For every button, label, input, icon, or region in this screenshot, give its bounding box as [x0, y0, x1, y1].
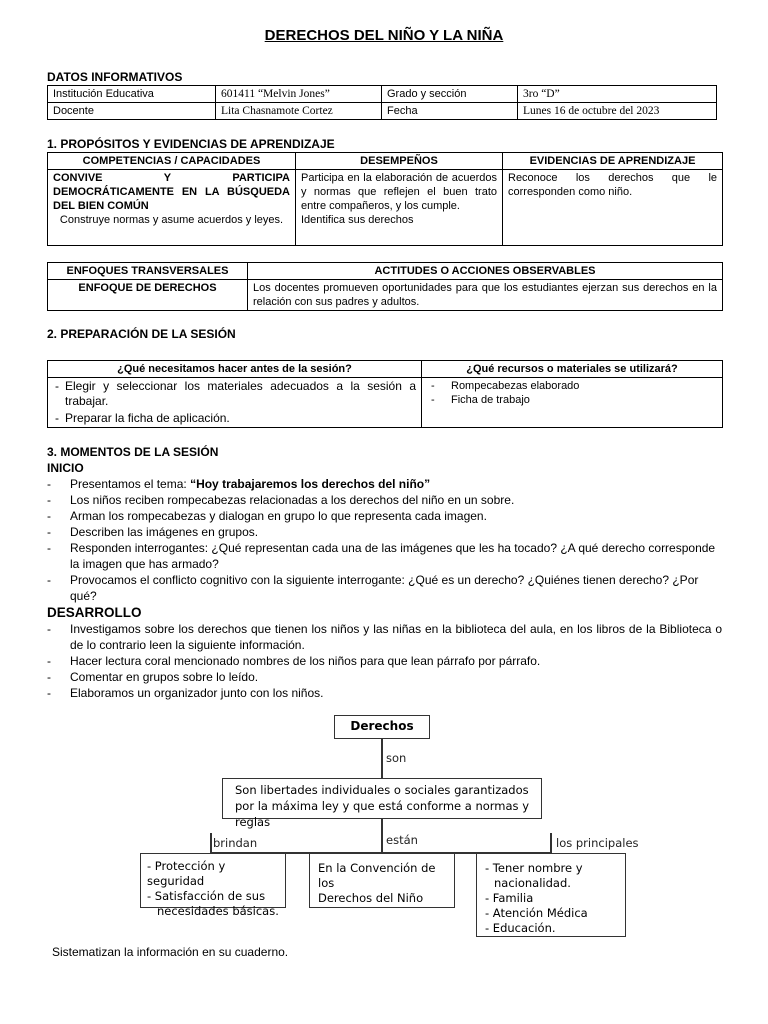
list-item-text: Presentamos el tema: — [70, 477, 191, 491]
column-header: DESEMPEÑOS — [296, 153, 503, 170]
enfoque-cell: ENFOQUE DE DERECHOS — [48, 280, 248, 311]
list-item: - Hacer lectura coral mencionado nombres de los niños para que lean párrafo por párrafo. — [47, 653, 722, 669]
list-item: - Comentar en grupos sobre lo leído. — [47, 669, 722, 685]
column-header: ¿Qué recursos o materiales se utilizará? — [422, 361, 723, 378]
list-item: - Elegir y seleccionar los materiales adecuados a la sesión a trabajar. — [53, 379, 416, 409]
connector-line — [381, 819, 383, 852]
box-item: - Educación. — [485, 921, 556, 935]
column-header: ¿Qué necesitamos hacer antes de la sesión? — [48, 361, 422, 378]
column-header: COMPETENCIAS / CAPACIDADES — [48, 153, 296, 170]
box-item: nacionalidad. — [494, 876, 571, 890]
right-box — [476, 853, 626, 937]
datos-label: Fecha — [382, 103, 518, 120]
connector-line — [381, 739, 383, 778]
section2-heading: 2. PREPARACIÓN DE LA SESIÓN — [47, 327, 236, 341]
son-label: son — [386, 751, 407, 765]
box-item: necesidades básicas. — [157, 904, 279, 918]
desarrollo-label: DESARROLLO — [47, 605, 142, 620]
connector-line — [550, 833, 552, 853]
principales-label: los principales — [556, 836, 639, 850]
estan-label: están — [386, 833, 418, 847]
footer-text: Sistematizan la información en su cuaderno. — [52, 945, 289, 959]
datos-label: Grado y sección — [382, 86, 518, 103]
list-item: - Responden interrogantes: ¿Qué representan cada una de las imágenes que les ha tocado? ¿A qué derecho corresponde la imagen que has armado? — [47, 540, 722, 572]
datos-value: 601411 “Melvin Jones” — [216, 86, 382, 103]
left-box — [140, 853, 286, 918]
topic-text: “Hoy trabajaremos los derechos del niño” — [190, 477, 431, 491]
middle-box — [309, 853, 455, 908]
box-item: - Tener nombre y — [485, 861, 583, 875]
brindan-label: brindan — [213, 836, 258, 850]
competencia-text: CONVIVE Y PARTICIPA DEMOCRÁTICAMENTE EN LA BÚSQUEDA DEL BIEN COMÚN — [53, 172, 290, 212]
datos-label: Institución Educativa — [48, 86, 216, 103]
datos-label: Docente — [48, 103, 216, 120]
list-item: - Preparar la ficha de aplicación. — [53, 411, 416, 426]
list-item: - Los niños reciben rompecabezas relacionadas a los derechos del niño en un sobre. — [47, 492, 722, 508]
desempeno-text: Participa en la elaboración de acuerdos y normas que reflejen el buen trato entre compañeros, y los cumple. — [301, 172, 497, 212]
evidencia-text: Reconoce los derechos que le corresponden como niño. — [508, 172, 717, 198]
datos-value: Lita Chasnamote Cortez — [216, 103, 382, 120]
list-item: - Ficha de trabajo — [429, 393, 717, 407]
section1-heading: 1. PROPÓSITOS Y EVIDENCIAS DE APRENDIZAJE — [47, 137, 335, 151]
column-header: ACTITUDES O ACCIONES OBSERVABLES — [248, 263, 723, 280]
box-item: - Familia — [485, 891, 534, 905]
box-item: En la Convención de los — [318, 861, 436, 890]
list-item: - Investigamos sobre los derechos que tienen los niños y las niñas en la biblioteca del aula, en los libros de la Biblioteca o de lo contrario leen la siguiente información. — [47, 621, 722, 653]
definition-line: por la máxima ley y que está conforme a normas y reglas — [235, 799, 530, 829]
list-item: - Elaboramos un organizador junto con los niños. — [47, 685, 722, 701]
inicio-label: INICIO — [47, 461, 84, 475]
actitud-cell: Los docentes promueven oportunidades para que los estudiantes ejerzan sus derechos en la relación con sus padres y adultos. — [248, 280, 723, 311]
column-header: ENFOQUES TRANSVERSALES — [48, 263, 248, 280]
box-item: Derechos del Niño — [318, 891, 424, 905]
connector-line — [210, 833, 212, 853]
capacidad-text: Construye normas y asume acuerdos y leyes. — [59, 214, 284, 226]
datos-value: 3ro “D” — [518, 86, 717, 103]
column-header: EVIDENCIAS DE APRENDIZAJE — [503, 153, 723, 170]
box-item: - Protección y seguridad — [147, 859, 226, 888]
box-item: - Satisfacción de sus — [147, 889, 266, 903]
box-item: - Atención Médica — [485, 906, 588, 920]
definition-box — [222, 778, 542, 829]
datos-heading: DATOS INFORMATIVOS — [47, 70, 183, 84]
desempeno-text: Identifica sus derechos — [301, 214, 414, 226]
document-title: DERECHOS DEL NIÑO Y LA NIÑA — [264, 27, 504, 44]
list-item: - Provocamos el conflicto cognitivo con la siguiente interrogante: ¿Qué es un derecho? ¿Quiénes tienen derecho? ¿Por qué? — [47, 572, 722, 604]
list-item: - Describen las imágenes en grupos. — [47, 524, 722, 540]
root-box: Derechos — [334, 715, 430, 739]
definition-line: Son libertades individuales o sociales garantizados — [235, 783, 529, 797]
datos-value: Lunes 16 de octubre del 2023 — [518, 103, 717, 120]
list-item: - Arman los rompecabezas y dialogan en grupo lo que representa cada imagen. — [47, 508, 722, 524]
list-item: - Rompecabezas elaborado — [429, 379, 717, 393]
section3-heading: 3. MOMENTOS DE LA SESIÓN — [47, 445, 219, 459]
